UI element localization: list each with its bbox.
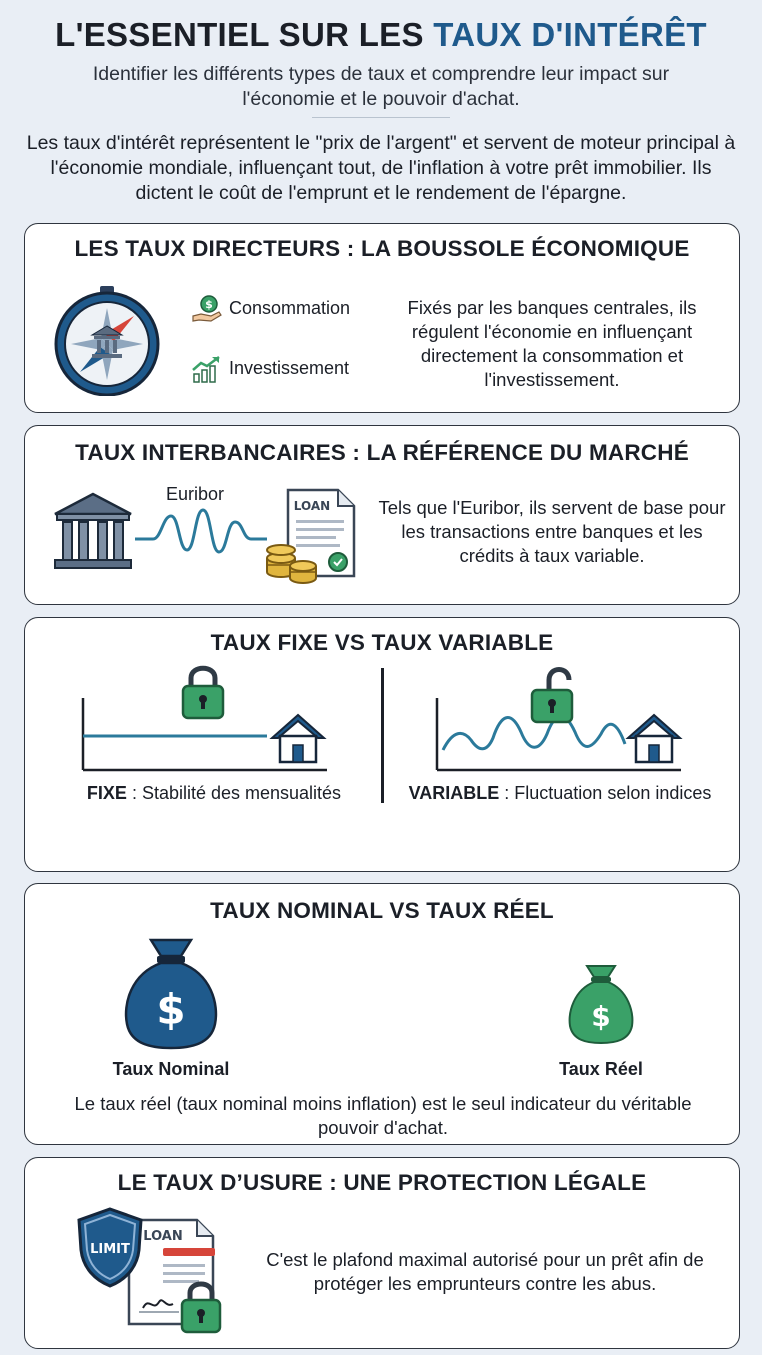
card-taux-directeurs (24, 223, 740, 413)
card-description: Le taux réel (taux nominal moins inflation) est le seul indicateur du véritable pouvoir d'achat. (74, 1093, 692, 1138)
card-title: LE TAUX D’USURE : UNE PROTECTION LÉGALE (117, 1170, 647, 1195)
card-taux-interbancaires (24, 425, 740, 605)
shield-text: LIMIT (90, 1242, 130, 1257)
padlock-closed-icon (180, 662, 226, 720)
card-description: C'est le plafond maximal autorisé pour un prêt afin de protéger les emprunteurs contre les abus. (266, 1249, 704, 1294)
page-subtitle: Identifier les différents types de taux et comprendre leur impact sur l'économie et le pouvoir d'achat. (92, 63, 670, 110)
house-icon (625, 712, 683, 764)
loan-text: LOAN (293, 499, 331, 513)
money-bag-icon (566, 962, 636, 1046)
svg-text:$: $ (591, 1000, 611, 1033)
house-icon (269, 712, 327, 764)
reel-label: Taux Réel (559, 1059, 643, 1079)
card-title: TAUX NOMINAL VS TAUX RÉEL (210, 898, 554, 923)
card-title: LES TAUX DIRECTEURS : LA BOUSSOLE ÉCONOMIQUE (74, 236, 690, 261)
nominal-label: Taux Nominal (112, 1059, 230, 1079)
loan-text: LOAN (143, 1229, 183, 1244)
bank-icon (51, 490, 135, 576)
header-divider (312, 117, 450, 118)
investissement-label: Investissement (229, 358, 350, 378)
variable-label: VARIABLE : Fluctuation selon indices (408, 783, 712, 803)
card-title: TAUX INTERBANCAIRES : LA RÉFÉRENCE DU MARCHÉ (75, 440, 689, 465)
card-taux-usure (24, 1157, 740, 1349)
page-title-accent: TAUX D'INTÉRÊT (433, 16, 707, 53)
svg-text:$: $ (205, 298, 213, 311)
svg-text:$: $ (156, 985, 186, 1034)
card-nominal-reel (24, 883, 740, 1145)
euribor-label: Euribor (166, 484, 225, 504)
consommation-label: Consommation (229, 298, 351, 318)
money-bag-icon (121, 934, 221, 1052)
euribor-wave (135, 504, 267, 558)
page-title: L'ESSENTIEL SUR LES TAUX D'INTÉRÊT (55, 16, 707, 53)
intro-paragraph: Les taux d'intérêt représentent le "prix de l'argent" et servent de moteur principal à l'économie mondiale, influençant tout, de l'inflation à votre prêt immobilier. Ils dictent le coût de l'emprunt et le rendement de l'épargne. (26, 132, 736, 204)
card-title: TAUX FIXE VS TAUX VARIABLE (210, 630, 554, 655)
card-description: Fixés par les banques centrales, ils régulent l'économie en influençant directement la consommation et l'investissement. (407, 297, 697, 390)
compass-icon (52, 286, 162, 396)
card-description: Tels que l'Euribor, ils servent de base pour les transactions entre banques et les crédits à taux variable. (378, 497, 726, 566)
coins-icon (263, 536, 319, 588)
vertical-divider (381, 668, 384, 803)
fixe-label: FIXE : Stabilité des mensualités (86, 783, 342, 803)
card-fixe-variable (24, 617, 740, 872)
padlock-open-icon (529, 662, 585, 724)
money-hand-icon (191, 294, 223, 324)
padlock-closed-icon (179, 1278, 223, 1334)
shield-icon (75, 1206, 145, 1288)
growth-chart-icon (191, 354, 223, 384)
